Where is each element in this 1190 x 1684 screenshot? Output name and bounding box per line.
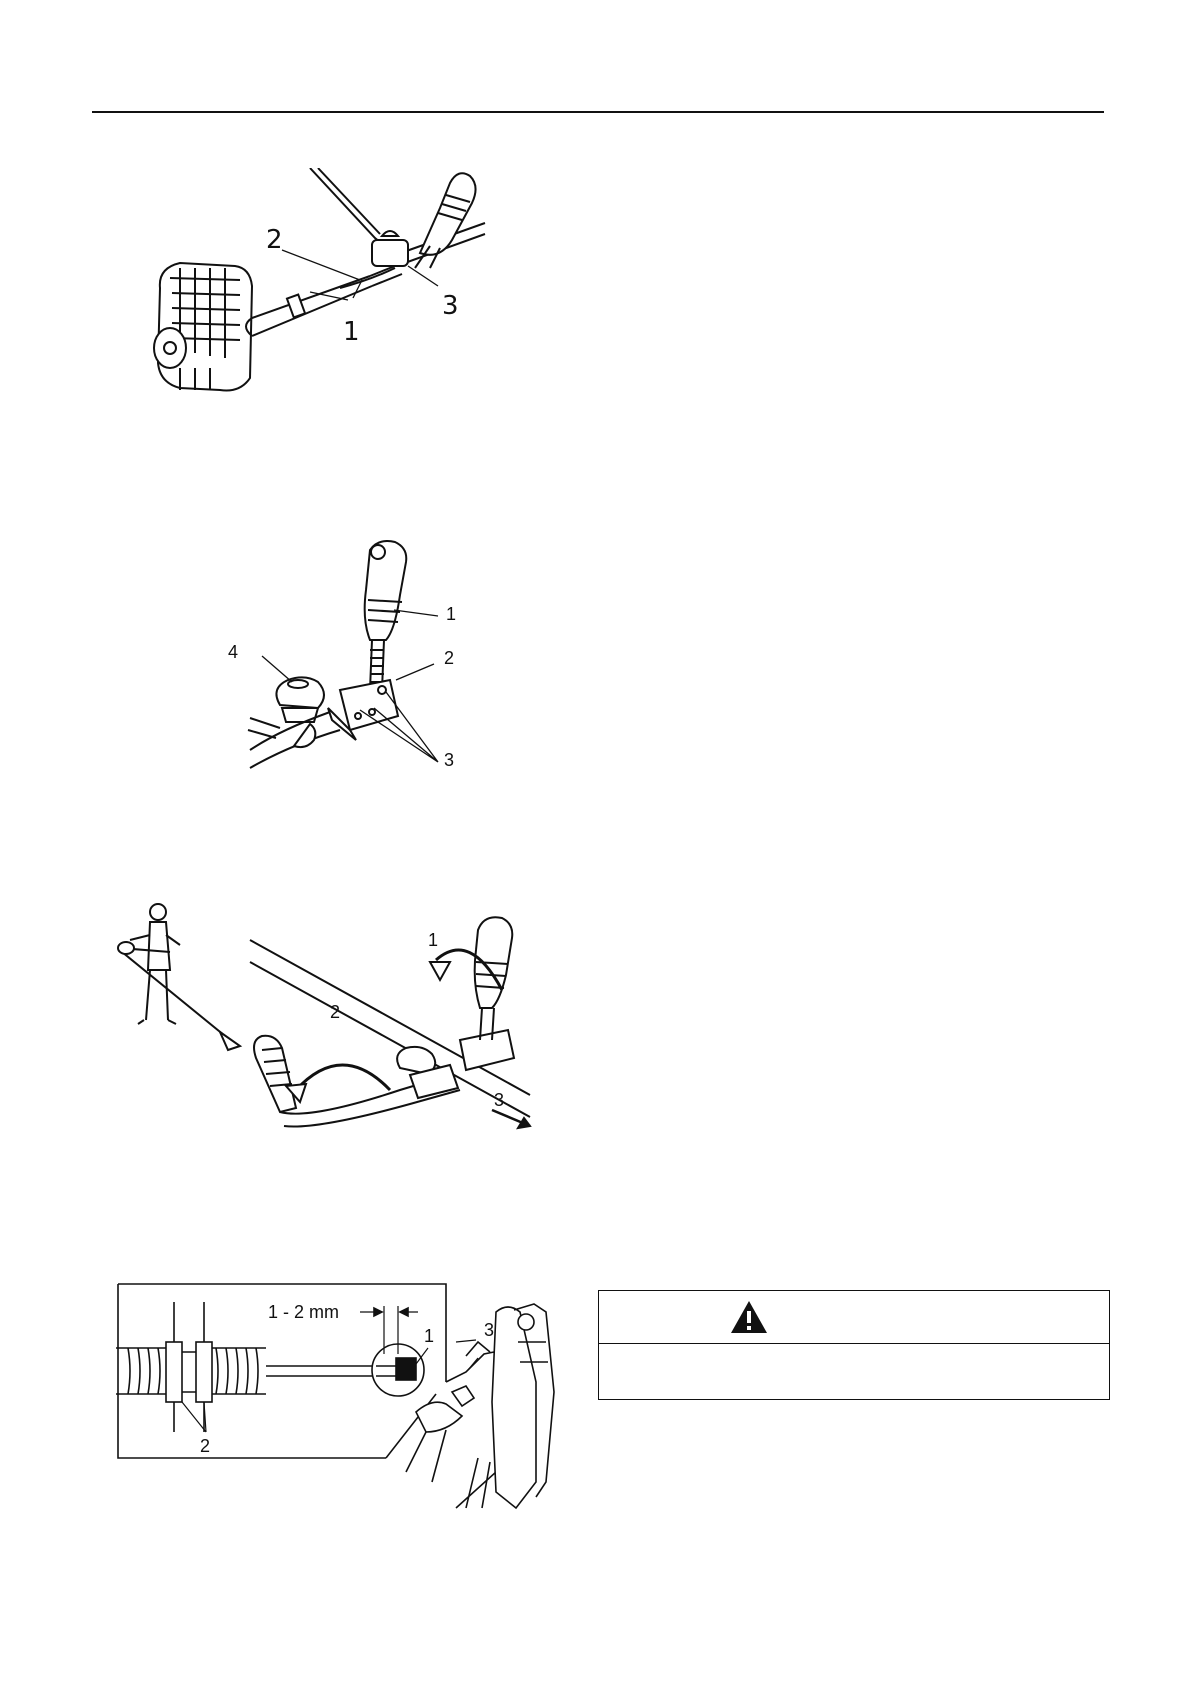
figure4-label-1: 1 (424, 1326, 435, 1346)
figure3-label-3: 3 (494, 1090, 505, 1110)
figure1-label-1: 1 (343, 317, 360, 347)
figure2-label-4: 4 (228, 642, 239, 662)
figure2-label-3: 3 (444, 750, 455, 770)
figure4-dimension: 1 - 2 mm (268, 1302, 340, 1322)
figure3-label-2: 2 (330, 1002, 341, 1022)
figure1-label-2: 2 (266, 225, 283, 255)
figure4-label-3: 3 (484, 1320, 495, 1340)
warning-box (598, 1290, 1110, 1400)
header-rule (92, 111, 1104, 113)
figure2-label-1: 1 (446, 604, 457, 624)
figure3-label-1: 1 (428, 930, 439, 950)
figure-brushcutter-overview (140, 168, 540, 408)
figure2-label-2: 2 (444, 648, 455, 668)
warning-triangle-icon (729, 1299, 769, 1340)
handle-clamp-illustration (210, 540, 490, 770)
figure1-label-3: 3 (442, 291, 459, 321)
operator-figure (118, 904, 240, 1050)
figure-fold-handle (110, 890, 570, 1140)
cable-adjustment-illustration (116, 1282, 566, 1512)
figure4-label-2: 2 (200, 1436, 211, 1456)
warning-header (599, 1291, 1109, 1344)
figure-handle-clamp (210, 540, 490, 770)
figure-cable-adjustment (116, 1282, 566, 1512)
fold-handle-illustration (110, 890, 570, 1140)
brushcutter-illustration (140, 168, 540, 408)
